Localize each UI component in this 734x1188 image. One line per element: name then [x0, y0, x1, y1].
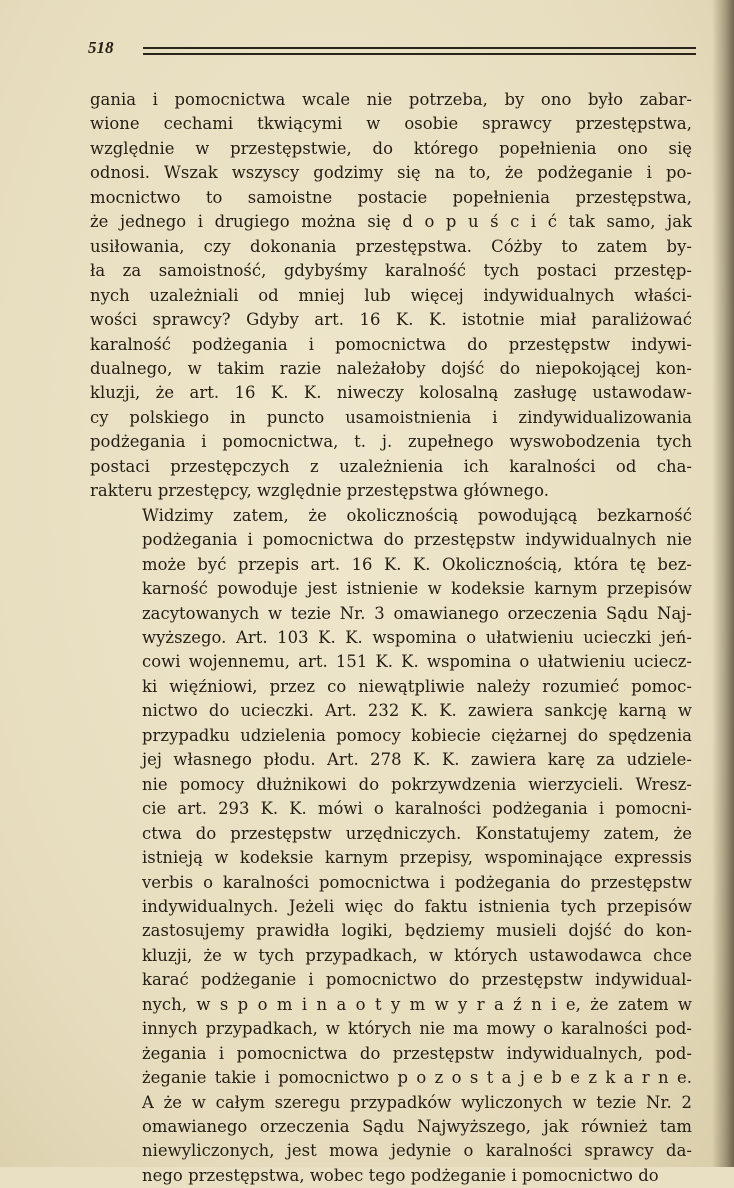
text-line: indywidualnych. Jeżeli więc do faktu istnienia tych przepisów — [142, 896, 692, 916]
text-line: A że w całym szeregu przypadków wyliczonych w tezie Nr. 2 — [142, 1092, 692, 1112]
text-line: nie pomocy dłużnikowi do pokrzywdzenia wierzycieli. Wresz- — [142, 774, 692, 794]
text-line: żegania i pomocnictwa do przestępstw indywidualnych, pod- — [142, 1043, 692, 1063]
text-line: ki więźniowi, przez co niewątpliwie należy rozumieć pomoc- — [142, 676, 692, 696]
text-line: postaci przestępczych z uzależnienia ich karalności od cha- — [90, 456, 692, 476]
text-line: odnosi. Wszak wszyscy godzimy się na to, że podżeganie i po- — [90, 163, 692, 183]
text-line: innych przypadkach, w których nie ma mowy o karalności pod- — [142, 1019, 692, 1039]
text-line: cowi wojennemu, art. 151 K. K. wspomina o ułatwieniu uciecz- — [142, 652, 692, 672]
body-text — [90, 88, 692, 1188]
text-line: zacytowanych w tezie Nr. 3 omawianego orzeczenia Sądu Naj- — [142, 603, 692, 623]
text-line: podżegania i pomocnictwa do przestępstw indywidualnych nie — [142, 530, 692, 550]
text-line: względnie w przestępstwie, do którego popełnienia ono się — [90, 138, 692, 158]
text-line: karać podżeganie i pomocnictwo do przestępstw indywidual- — [142, 970, 692, 990]
text-line: nych, w s p o m i n a o t y m w y r a ź n i e, że zatem w — [142, 994, 692, 1014]
text-line: wione cechami tkwiącymi w osobie sprawcy przestępstwa, — [90, 114, 692, 134]
text-line: nych uzależniali od mniej lub więcej indywidualnych właści- — [90, 285, 692, 305]
text-line: Widzimy zatem, że okolicznością powodującą bezkarność — [142, 505, 692, 525]
paragraph — [90, 504, 692, 1188]
text-line: rakteru przestępcy, względnie przestępstwa głównego. — [90, 481, 549, 501]
header-rule — [143, 47, 696, 49]
header-rule — [143, 53, 696, 55]
text-line: nictwo do ucieczki. Art. 232 K. K. zawiera sankcję karną w — [142, 701, 692, 721]
text-line: podżegania i pomocnictwa, t. j. zupełnego wyswobodzenia tych — [90, 432, 692, 452]
text-line: może być przepis art. 16 K. K. Okolicznością, która tę bez- — [142, 554, 692, 574]
text-line: cie art. 293 K. K. mówi o karalności podżegania i pomocni- — [142, 799, 692, 819]
page-header — [88, 38, 696, 62]
text-line: karność powoduje jest istnienie w kodeksie karnym przepisów — [142, 579, 692, 599]
text-line: karalność podżegania i pomocnictwa do przestępstw indywi- — [90, 334, 692, 354]
text-line: omawianego orzeczenia Sądu Najwyższego, jak również tam — [142, 1117, 692, 1137]
text-line: niewyliczonych, jest mowa jedynie o karalności sprawcy da- — [142, 1141, 692, 1161]
text-line: jej własnego płodu. Art. 278 K. K. zawiera karę za udziele- — [142, 750, 692, 770]
text-line: usiłowania, czy dokonania przestępstwa. Cóżby to zatem by- — [90, 236, 692, 256]
text-line: verbis o karalności pomocnictwa i podżegania do przestępstw — [142, 872, 692, 892]
text-line: gania i pomocnictwa wcale nie potrzeba, by ono było zabar- — [90, 90, 692, 109]
text-line: że jednego i drugiego można się d o p u ś c i ć tak samo, jak — [90, 212, 692, 232]
text-line: wyższego. Art. 103 K. K. wspomina o ułatwieniu ucieczki jeń- — [142, 627, 692, 647]
text-line: nego przestępstwa, wobec tego podżeganie i pomocnictwo do — [142, 1165, 659, 1185]
page-edge-shadow — [712, 0, 734, 1167]
text-line: istnieją w kodeksie karnym przepisy, wspominające expressis — [142, 848, 692, 868]
text-line: kluzji, że art. 16 K. K. niweczy kolosalną zasługę ustawodaw- — [90, 383, 692, 403]
text-line: cy polskiego in puncto usamoistnienia i zindywidualizowania — [90, 407, 692, 427]
text-line: mocnictwo to samoistne postacie popełnienia przestępstwa, — [90, 187, 692, 207]
text-line: zastosujemy prawidła logiki, będziemy musieli dojść do kon- — [142, 921, 692, 941]
text-line: dualnego, w takim razie należałoby dojść do niepokojącej kon- — [90, 358, 692, 378]
text-line: żeganie takie i pomocnictwo p o z o s t a j e b e z k a r n e. — [142, 1068, 692, 1088]
text-line: ła za samoistność, gdybyśmy karalność tych postaci przestęp- — [90, 261, 692, 281]
page-number: 518 — [88, 38, 114, 57]
text-line: wości sprawcy? Gdyby art. 16 K. K. istotnie miał paraliżować — [90, 310, 692, 330]
paragraph — [90, 88, 692, 504]
text-line: kluzji, że w tych przypadkach, w których ustawodawca chce — [142, 945, 692, 965]
text-line: ctwa do przestępstw urzędniczych. Konstatujemy zatem, że — [142, 823, 692, 843]
text-line: przypadku udzielenia pomocy kobiecie ciężarnej do spędzenia — [142, 725, 692, 745]
